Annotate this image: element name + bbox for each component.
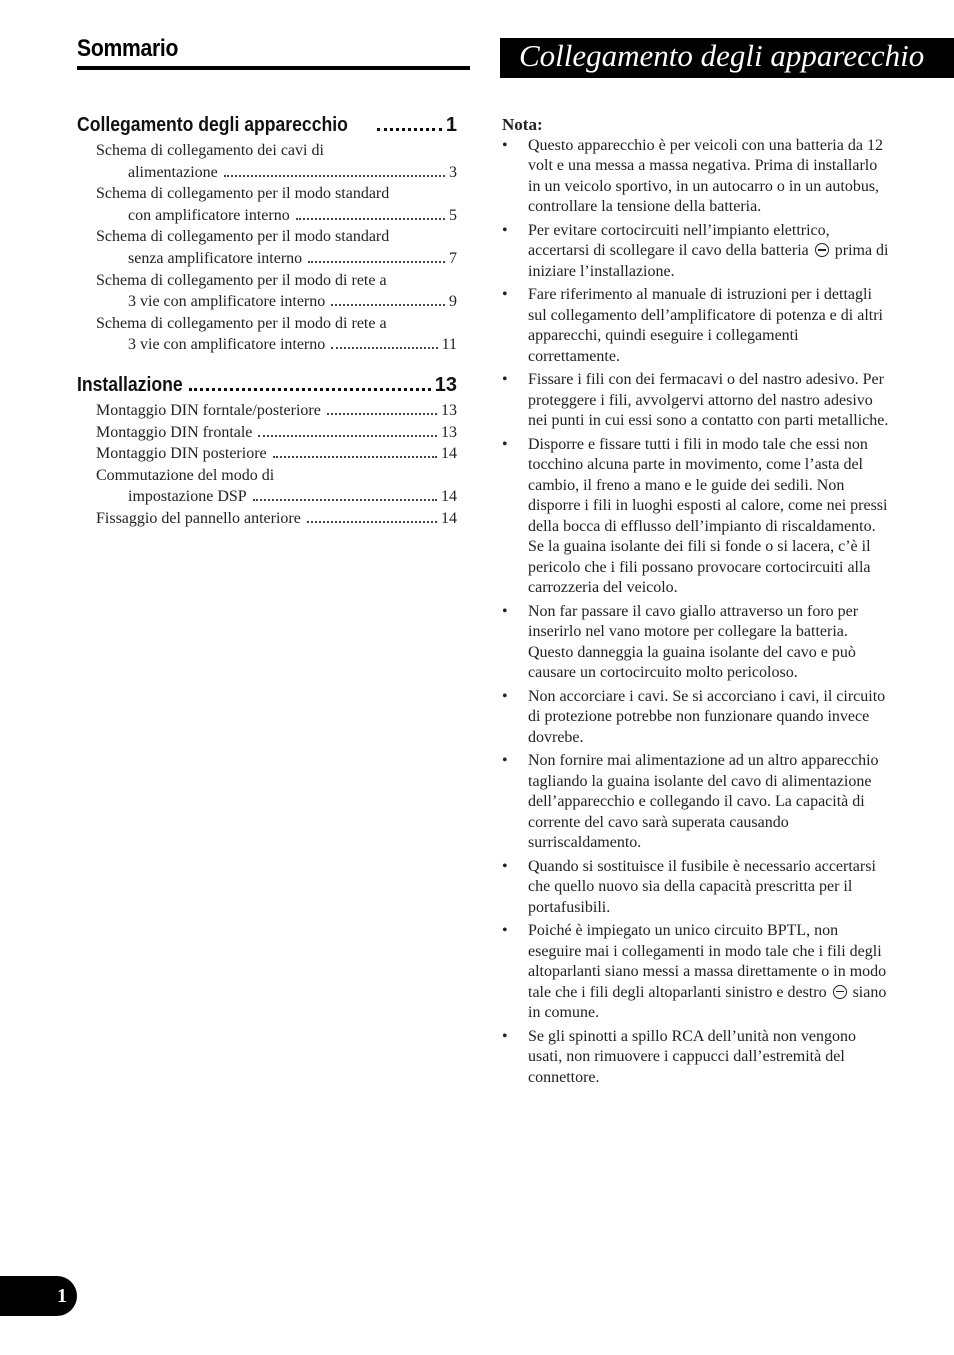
toc-entry-line2: alimentazione — [128, 163, 218, 181]
leader-dots — [258, 435, 437, 437]
toc-entry[interactable] — [96, 226, 457, 269]
toc-section — [77, 370, 457, 530]
toc-entry-line2: 3 vie con amplificatore interno — [128, 336, 326, 354]
toc-entry-line1: Schema di collegamento per il modo di rete a — [96, 271, 387, 289]
bullet: • — [502, 752, 508, 769]
leader-dots — [224, 175, 445, 177]
note-text: Fare riferimento al manuale di istruzioni per i dettagli sul collegamento dell’amplificatore di potenza e di altri apparecchi, quindi eseguire i collegamenti correttamente. — [528, 286, 883, 365]
bullet: • — [502, 221, 508, 239]
toc-entry-page: 3 — [449, 163, 457, 181]
list-item — [502, 136, 892, 218]
toc-entry-page: 13 — [441, 423, 457, 441]
toc-entry[interactable] — [96, 443, 457, 465]
toc-entry[interactable] — [96, 400, 457, 422]
toc-entry-page: 13 — [441, 401, 457, 419]
list-item — [502, 221, 892, 283]
bullet: • — [502, 371, 508, 388]
toc-section-title[interactable] — [77, 370, 457, 400]
toc-heading-text: Sommario — [77, 35, 179, 62]
toc-entry[interactable] — [96, 508, 457, 530]
note-text: siano in comune. — [528, 983, 887, 1021]
bullet: • — [502, 922, 508, 939]
toc-entry[interactable] — [96, 313, 457, 356]
toc-section-page: 13 — [434, 373, 457, 396]
leader-dots — [273, 456, 437, 458]
page-number: 1 — [57, 1285, 67, 1307]
toc-entry[interactable] — [96, 183, 457, 226]
toc-entry-page: 14 — [441, 509, 457, 527]
toc-entry-page: 5 — [449, 206, 457, 224]
toc-entry-page: 11 — [441, 336, 457, 354]
toc-entry-line2: Fissaggio del pannello anteriore — [96, 509, 301, 527]
toc-section-title[interactable] — [77, 110, 457, 140]
note-text: Se gli spinotti a spillo RCA dell’unità non vengono usati, non rimuovere i cappucci dall’estremità del connettore. — [528, 1027, 856, 1086]
list-item — [502, 857, 892, 919]
note-text: Per evitare cortocircuiti nell’impianto elettrico, accertarsi di scollegare il cavo della batteria — [528, 221, 830, 259]
note-text: Non accorciare i cavi. Se si accorciano i cavi, il circuito di protezione potrebbe non funzionare quando invece dovrebe. — [528, 687, 886, 746]
page-number-tab — [0, 1276, 77, 1316]
section-banner — [500, 38, 954, 78]
toc-entry-line1: Schema di collegamento per il modo standard — [96, 228, 390, 246]
toc-entry-line2: senza amplificatore interno — [128, 249, 303, 267]
list-item — [502, 602, 892, 684]
leader-dots — [308, 261, 445, 263]
toc-entry-line2: Montaggio DIN posteriore — [96, 445, 267, 463]
list-item — [502, 285, 892, 367]
leader-dots — [331, 304, 445, 306]
toc-entry[interactable] — [96, 140, 457, 183]
note-text: Non far passare il cavo giallo attraverso un foro per inserirlo nel vano motore per collegare la batteria. Questo danneggia la guaina isolante del cavo e può causare un cortocircuito molto pericoloso. — [528, 602, 859, 681]
toc-entry-line2: impostazione DSP — [128, 488, 247, 506]
toc-section-title-text: Collegamento degli apparecchio — [77, 114, 348, 136]
table-of-contents — [77, 110, 457, 544]
toc-entry-page: 14 — [441, 488, 457, 506]
note-text: Disporre e fissare tutti i fili in modo tale che essi non tocchino alcuna parte in movimento, come l’asta del cambio, il freno a mano e le guide dei sedili. Non disporre i fili in luoghi esposti al calore, come nei pressi della bocca di efflusso dell’impianto di riscaldamento. Se la guaina isolante dei fili si fonde o si lacera, c’è il pericolo che i fili possano provocare cortocircuiti alla carrozzeria del veicolo. — [528, 435, 888, 596]
bullet: • — [502, 602, 508, 620]
leader-dots — [331, 347, 437, 349]
toc-section-page: 1 — [445, 114, 457, 136]
note-text: Poiché è impiegato un unico circuito BPTL, non eseguire mai i collegamenti in modo tale che i fili degli altoparlanti siano messi a massa direttamente o in modo tale che i fili degli altoparlanti sinistro e destro — [528, 922, 887, 1001]
toc-entry[interactable] — [96, 422, 457, 444]
toc-entry-line2: Montaggio DIN frontale — [96, 423, 253, 441]
negative-terminal-icon — [833, 985, 847, 999]
toc-entry-line1: Schema di collegamento per il modo standard — [96, 185, 390, 203]
leader-dots — [377, 128, 442, 131]
note-text: Fissare i fili con dei fermacavi o del nastro adesivo. Per proteggere i fili, avvolgervi attorno del nastro adesivo nei punti in cui essi sono a contatto con parti metalliche. — [528, 371, 889, 429]
list-item — [502, 921, 892, 1024]
list-item — [502, 370, 892, 432]
leader-dots — [253, 499, 437, 501]
toc-entry-line2: Montaggio DIN forntale/posteriore — [96, 401, 321, 419]
bullet: • — [502, 435, 508, 453]
negative-terminal-icon — [815, 243, 829, 257]
toc-entry-page: 14 — [441, 445, 457, 463]
bullet: • — [502, 1027, 508, 1045]
notes-label: Nota: — [502, 115, 543, 134]
toc-entry[interactable] — [96, 270, 457, 313]
toc-section — [77, 110, 457, 356]
notes-list — [502, 136, 892, 1089]
leader-dots — [189, 388, 431, 391]
leader-dots — [327, 413, 437, 415]
list-item — [502, 1027, 892, 1089]
notes-block — [502, 115, 892, 1091]
bullet: • — [502, 286, 508, 303]
toc-entry-line2: 3 vie con amplificatore interno — [128, 293, 326, 311]
toc-entry-line1: Schema di collegamento per il modo di rete a — [96, 314, 387, 332]
note-text: Quando si sostituisce il fusibile è necessario accertarsi che quello nuovo sia della capacità prescritta per il portafusibili. — [528, 857, 876, 916]
toc-entry-line1: Commutazione del modo di — [96, 466, 275, 484]
toc-heading — [77, 32, 470, 70]
toc-section-title-text: Installazione — [77, 373, 183, 396]
list-item — [502, 435, 892, 599]
toc-entry[interactable] — [96, 465, 457, 508]
toc-entry-page: 9 — [449, 293, 457, 311]
toc-entry-page: 7 — [449, 249, 457, 267]
leader-dots — [296, 218, 445, 220]
note-text: Questo apparecchio è per veicoli con una batteria da 12 volt e una messa a massa negativa. Prima di installarlo in un veicolo sportivo, in un autocarro o in un autobus, controllare la tensione della batteria. — [528, 136, 883, 215]
toc-entry-line2: con amplificatore interno — [128, 206, 290, 224]
leader-dots — [307, 521, 437, 523]
note-text: Non fornire mai alimentazione ad un altro apparecchio tagliando la guaina isolante del cavo di alimentazione dell’apparecchio e collegando il cavo. La capacità di corrente del cavo sarà superata causando surriscaldamento. — [528, 752, 879, 851]
note-text: prima di iniziare l’installazione. — [528, 242, 889, 280]
list-item — [502, 751, 892, 854]
list-item — [502, 687, 892, 749]
bullet: • — [502, 136, 508, 154]
toc-entry-line1: Schema di collegamento dei cavi di — [96, 142, 324, 159]
bullet: • — [502, 687, 508, 705]
section-banner-title: Collegamento degli apparecchio — [519, 38, 925, 73]
bullet: • — [502, 857, 508, 875]
